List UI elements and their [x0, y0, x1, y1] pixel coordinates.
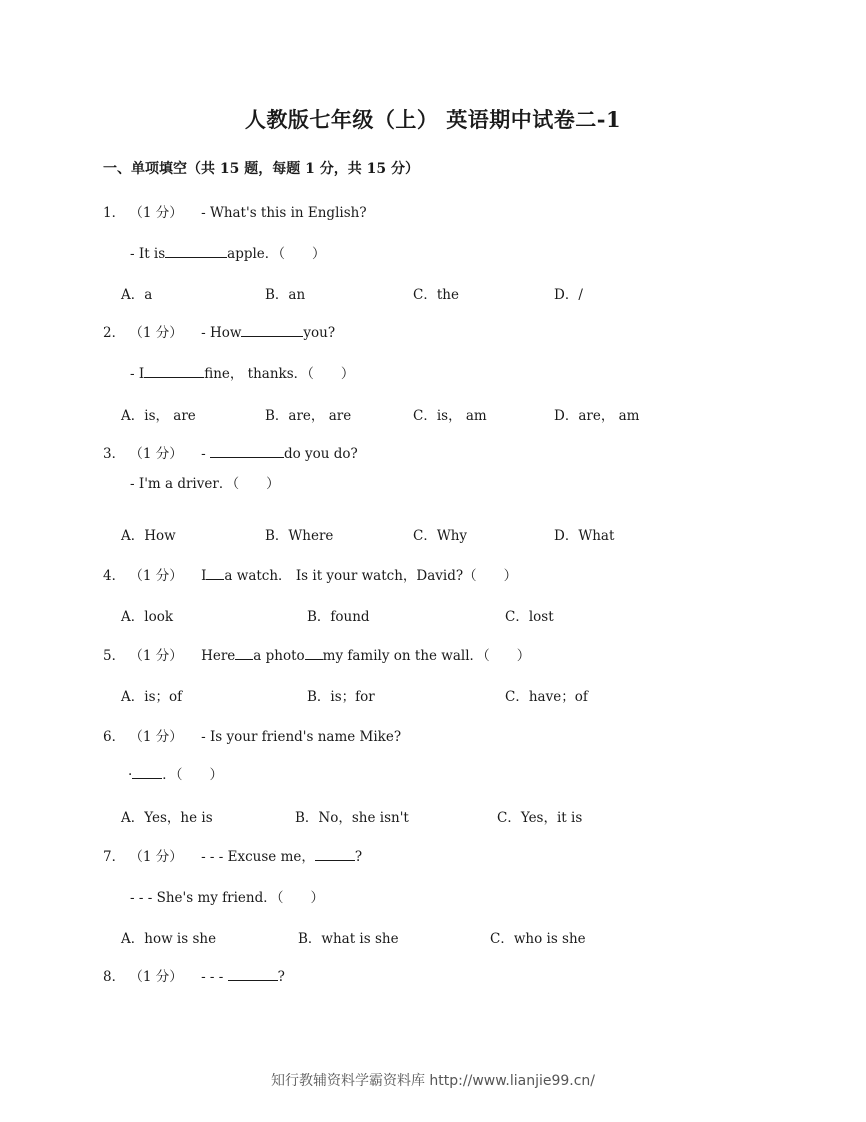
option-b: B．No，she isn't [295, 810, 409, 826]
option-b: B．an [265, 287, 306, 303]
question-4-prompt [103, 564, 517, 584]
question-score: （1 分） [129, 969, 183, 985]
answer-blank [241, 324, 303, 337]
dialog-dash: - [201, 729, 206, 745]
option-d: D．/ [554, 287, 583, 303]
answer-blank [228, 968, 278, 981]
question-7-prompt [103, 845, 362, 865]
question-text: How [209, 325, 242, 341]
answer-blank [235, 647, 253, 660]
page-title: 人教版七年级（上） 英语期中试卷二-1 [244, 107, 622, 132]
answer-blank [165, 245, 227, 258]
question-text: She's my friend．（ ） [156, 890, 325, 906]
option-a: A．look [121, 609, 174, 625]
option-a: A．How [121, 528, 176, 544]
answer-blank [305, 647, 323, 660]
question-number: 6． [103, 729, 126, 745]
section-heading: 一、单项填空（共 15 题，每题 1 分，共 15 分） [103, 161, 419, 177]
question-text: What's this in English? [209, 205, 367, 221]
question-text: I [201, 568, 207, 584]
question-number: 5． [103, 648, 126, 664]
question-number: 8． [103, 969, 126, 985]
dialog-dash: - [130, 246, 135, 262]
option-b: B．Where [265, 528, 334, 544]
footer-watermark: 知行教辅资料学霸资料库 http://www.lianjie99.cn/ [270, 1073, 596, 1089]
question-7-answer-line [130, 886, 324, 906]
question-text: you? [303, 325, 336, 341]
dialog-dash: - [130, 476, 135, 492]
question-2-answer-line [130, 362, 354, 382]
option-a: A．is， are [121, 408, 196, 424]
question-text: a watch． Is it your watch，David?（ ） [224, 568, 518, 584]
answer-blank [210, 445, 284, 458]
option-c: C．have；of [505, 689, 588, 705]
dialog-dash: - [130, 366, 135, 382]
question-text: Here [201, 648, 236, 664]
option-c: C．Yes，it is [497, 810, 583, 826]
answer-blank [206, 567, 224, 580]
option-a: A．how is she [121, 931, 217, 947]
question-1-answer-line [130, 242, 326, 262]
question-1-prompt [103, 201, 367, 221]
answer-blank [315, 848, 355, 861]
dialog-dash: - [201, 205, 206, 221]
question-text: my family on the wall．（ ） [322, 648, 531, 664]
question-number: 7． [103, 849, 126, 865]
question-8-prompt [103, 965, 285, 985]
option-c: C．the [413, 287, 459, 303]
option-a: A．Yes，he is [121, 810, 213, 826]
question-2-prompt [103, 321, 335, 341]
dialog-dash: - - - [201, 849, 224, 865]
question-3-answer-line [130, 472, 280, 492]
option-d: D．are， am [554, 408, 640, 424]
option-c: C．lost [505, 609, 554, 625]
question-text: ? [277, 969, 285, 985]
question-text: · [128, 767, 133, 783]
question-3-prompt [103, 442, 358, 462]
option-c: C．is， am [413, 408, 487, 424]
option-b: B．are， are [265, 408, 352, 424]
dialog-dash: - - - [130, 890, 153, 906]
option-b: B．what is she [298, 931, 399, 947]
question-score: （1 分） [129, 325, 183, 341]
question-score: （1 分） [129, 205, 183, 221]
question-6-prompt [103, 725, 401, 745]
option-a: A．a [121, 287, 153, 303]
question-number: 2． [103, 325, 126, 341]
question-number: 1． [103, 205, 126, 221]
dialog-dash: - - - [201, 969, 224, 985]
question-text: apple．（ ） [227, 246, 326, 262]
question-text: do you do? [283, 446, 358, 462]
question-5-prompt [103, 644, 530, 664]
answer-blank [144, 365, 204, 378]
question-text: a photo [253, 648, 305, 664]
dialog-dash: - [201, 325, 206, 341]
question-number: 4． [103, 568, 126, 584]
option-b: B．found [307, 609, 370, 625]
option-b: B．is；for [307, 689, 375, 705]
question-text: ．（ ） [162, 767, 224, 783]
answer-blank [132, 766, 162, 779]
question-score: （1 分） [129, 849, 183, 865]
question-score: （1 分） [129, 729, 183, 745]
dialog-dash: - [201, 446, 206, 462]
question-text: I [138, 366, 145, 382]
question-score: （1 分） [129, 648, 183, 664]
question-text: Excuse me， [227, 849, 315, 865]
question-text: ? [354, 849, 363, 865]
question-text: It is [138, 246, 166, 262]
question-number: 3． [103, 446, 126, 462]
question-score: （1 分） [129, 446, 183, 462]
question-6-answer-line [128, 763, 223, 783]
question-text: I'm a driver．（ ） [138, 476, 280, 492]
question-score: （1 分） [129, 568, 183, 584]
question-text: fine， thanks．（ ） [204, 366, 355, 382]
question-text: Is your friend's name Mike? [209, 729, 402, 745]
option-c: C．who is she [490, 931, 586, 947]
option-d: D．What [554, 528, 615, 544]
option-c: C．Why [413, 528, 468, 544]
option-a: A．is；of [121, 689, 183, 705]
